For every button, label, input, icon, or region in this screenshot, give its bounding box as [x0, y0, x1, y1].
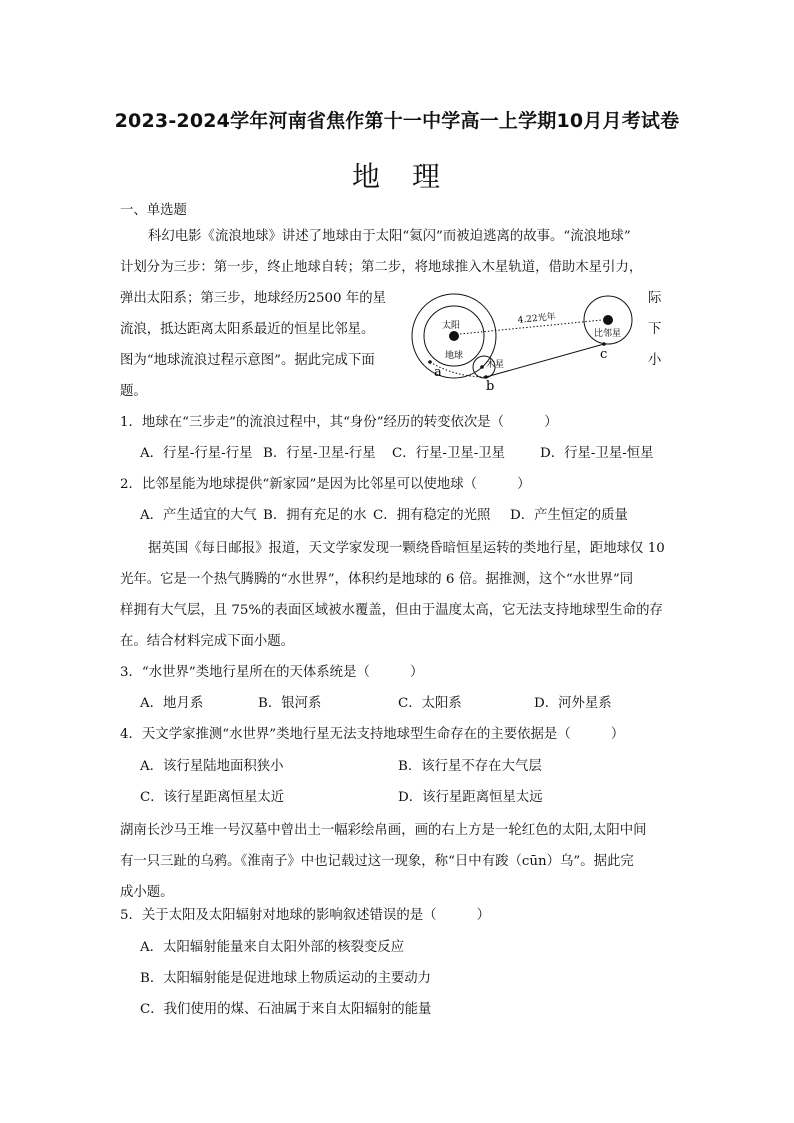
q1-option-b: B．行星-卫星-行星	[263, 446, 376, 461]
q3-option-c: C．太阳系	[398, 696, 462, 711]
q5-option-c: C．我们使用的煤、石油属于来自太阳辐射的能量	[140, 1002, 432, 1017]
q4-option-c: C．该行星距离恒星太近	[140, 790, 285, 805]
q2-option-c: C．拥有稳定的光照	[373, 508, 491, 523]
proxima-label: 比邻星	[594, 329, 622, 339]
q5-option-a: A．太阳辐射能量来自太阳外部的核裂变反应	[140, 940, 405, 955]
question-5-stem: 5．关于太阳及太阳辐射对地球的影响叙述错误的是（ ）	[120, 908, 491, 923]
proxima-dot	[603, 315, 613, 325]
earth-wandering-diagram	[400, 282, 640, 394]
passage3-line: 成小题。	[120, 885, 174, 900]
q5-option-b: B．太阳辐射能是促进地球上物质运动的主要动力	[140, 971, 432, 986]
subject-heading: 地 理	[351, 160, 442, 193]
question-2-stem: 2．比邻星能为地球提供“新家园”是因为比邻星可以使地球（ ）	[120, 477, 531, 492]
point-c-dot	[602, 342, 606, 346]
passage3-line: 湖南长沙马王堆一号汉墓中曾出土一幅彩绘帛画，画的右上方是一轮红色的太阳,太阳中间	[120, 823, 647, 838]
section-heading: 一、单选题	[120, 203, 187, 218]
q4-option-a: A．该行星陆地面积狭小	[140, 759, 284, 774]
passage3-line: 有一只三趾的乌鸦。《淮南子》中也记载过这一现象，称“日中有踆（cūn）乌”。据此完	[120, 854, 634, 869]
passage2-line: 光年。它是一个热气腾腾的“水世界”，体积约是地球的 6 倍。据推测，这个“水世界”同	[120, 572, 634, 587]
earth-label: 地球	[445, 351, 464, 361]
passage1-line: 计划分为三步：第一步，终止地球自转；第二步，将地球推入木星轨道，借助木星引力，	[120, 260, 643, 275]
exam-title: 2023-2024学年河南省焦作第十一中学高一上学期10月月考试卷	[114, 110, 680, 132]
q2-option-d: D．产生恒定的质量	[510, 508, 628, 523]
q2-option-a: A．产生适宜的大气	[140, 508, 257, 523]
q3-option-d: D．河外星系	[534, 696, 612, 711]
passage1-fragment: 际	[648, 291, 662, 306]
distance-label: 4.22光年	[517, 312, 557, 326]
q1-option-c: C．行星-卫星-卫星	[392, 446, 506, 461]
passage1-line: 图为“地球流浪过程示意图”。据此完成下面	[120, 353, 375, 368]
question-3-stem: 3．“水世界”类地行星所在的天体系统是（ ）	[120, 665, 424, 680]
passage1-line: 弹出太阳系；第三步，地球经历2500 年的星	[120, 291, 386, 306]
passage2-line: 样拥有大气层，且 75%的表面区域被水覆盖，但由于温度太高，它无法支持地球型生命的存	[120, 603, 663, 618]
q1-option-d: D．行星-卫星-恒星	[540, 446, 654, 461]
passage2-line: 在。结合材料完成下面小题。	[120, 634, 295, 649]
passage2-line: 据英国《每日邮报》报道，天文学家发现一颗绕昏暗恒星运转的类地行星，距地球仅 10	[148, 541, 665, 556]
q3-option-a: A．地月系	[140, 696, 204, 711]
passage1-line: 题。	[120, 384, 147, 399]
jupiter-label: 木星	[486, 360, 505, 370]
q3-option-b: B．银河系	[258, 696, 322, 711]
q2-option-b: B．拥有充足的水	[263, 508, 367, 523]
sun-dot	[449, 331, 459, 341]
q1-option-a: A．行星-行星-行星	[140, 446, 253, 461]
point-a-label: a	[434, 365, 442, 380]
q4-option-b: B．该行星不存在大气层	[398, 759, 542, 774]
passage1-line: 流浪，抵达距离太阳系最近的恒星比邻星。	[120, 322, 375, 337]
passage1-line: 科幻电影《流浪地球》讲述了地球由于太阳“氦闪”而被迫逃离的故事。“流浪地球”	[148, 229, 631, 244]
point-b-label: b	[486, 379, 495, 394]
sun-label: 太阳	[442, 321, 461, 331]
jupiter-dot	[480, 365, 484, 369]
q4-option-d: D．该行星距离恒星太远	[398, 790, 543, 805]
passage1-fragment: 下	[648, 322, 662, 337]
question-4-stem: 4．天文学家推测“水世界”类地行星无法支持地球型生命存在的主要依据是（ ）	[120, 727, 625, 742]
point-c-label: c	[600, 347, 608, 362]
question-1-stem: 1．地球在“三步走”的流浪过程中，其“身份”经历的转变依次是（ ）	[120, 415, 558, 430]
passage1-fragment: 小	[648, 353, 662, 368]
